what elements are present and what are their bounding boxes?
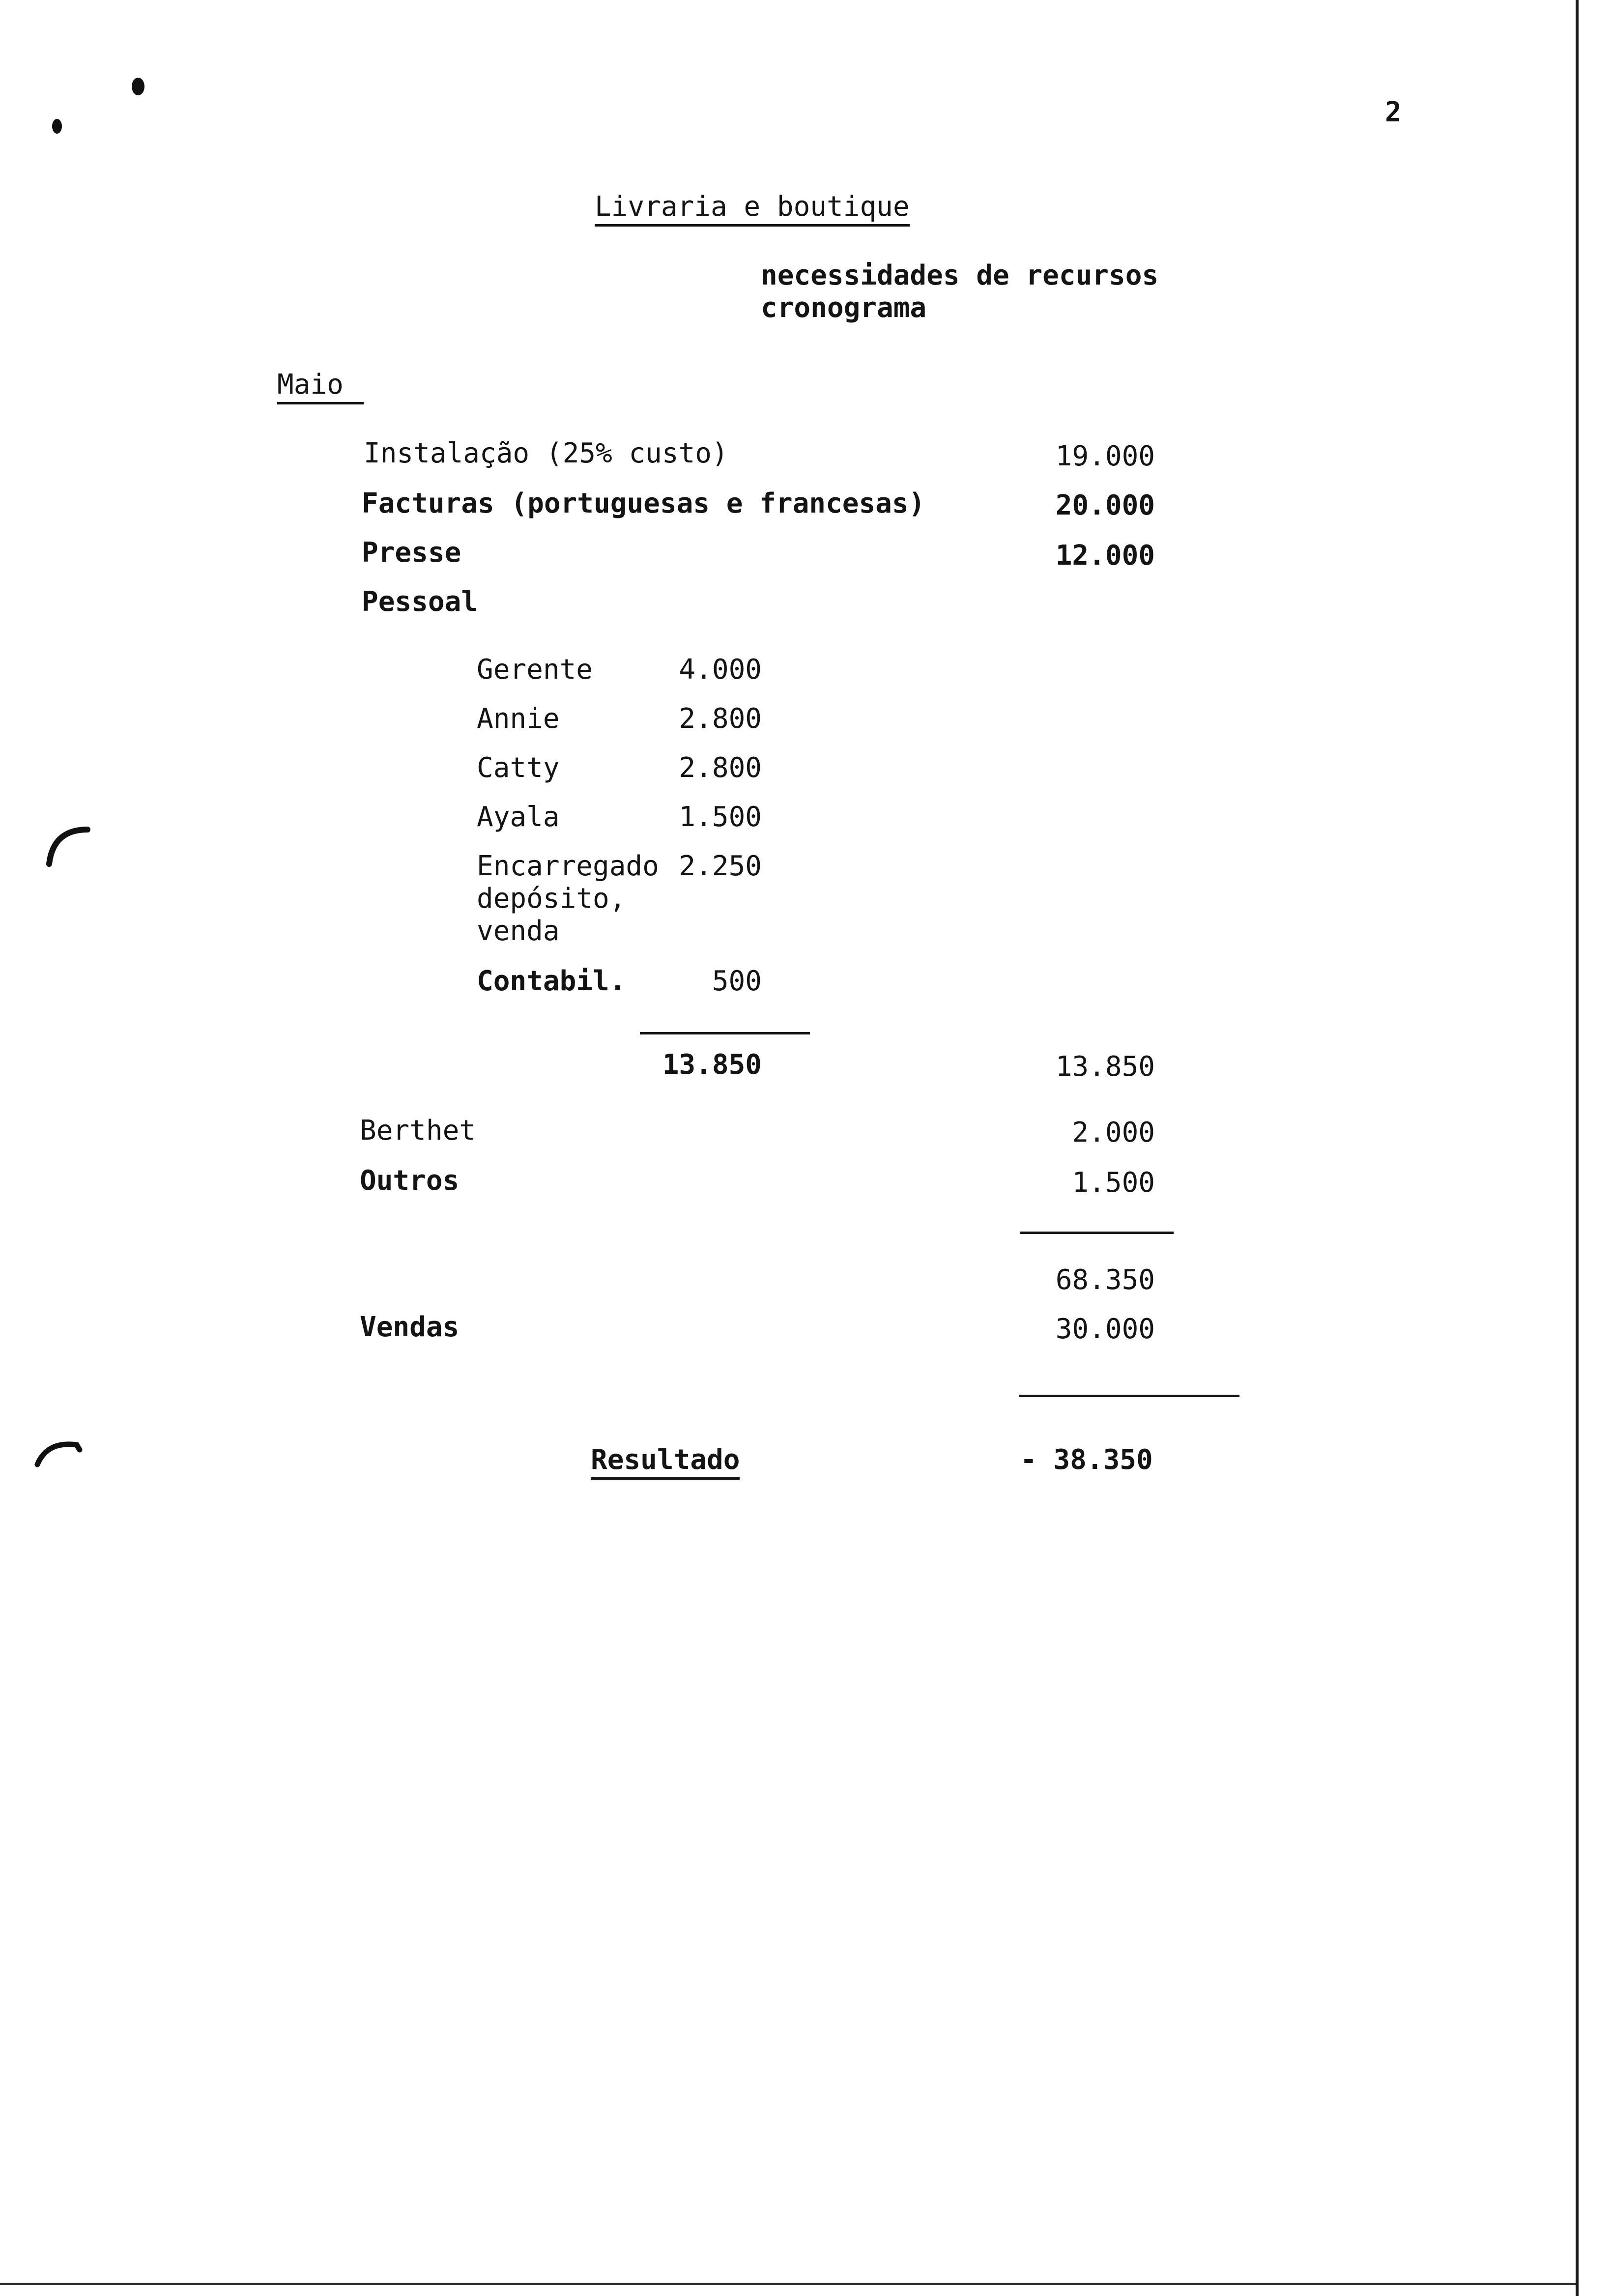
- subtitle-line-2: cronograma: [761, 292, 927, 324]
- personnel-value: 1.500: [679, 801, 762, 833]
- punch-hole-mark: [32, 1435, 86, 1489]
- result-rule: [1019, 1395, 1239, 1397]
- item-label: Berthet: [360, 1115, 476, 1147]
- document-title: Livraria e boutique: [595, 191, 910, 227]
- subtotal-rule: [640, 1032, 810, 1034]
- personnel-note: venda: [477, 915, 560, 947]
- item-label: Presse: [362, 537, 461, 569]
- item-value: 12.000: [1055, 540, 1155, 572]
- result-label: Resultado: [591, 1444, 740, 1480]
- personnel-value: 2.800: [679, 703, 762, 735]
- personnel-value: 4.000: [679, 654, 762, 686]
- personnel-name: Annie: [477, 703, 560, 735]
- personnel-name: Contabil.: [477, 965, 626, 997]
- sales-label: Vendas: [360, 1311, 460, 1343]
- subtitle-line-1: necessidades de recursos: [761, 259, 1159, 291]
- scan-bottom-edge: [0, 2283, 1576, 2285]
- item-value: 1.500: [1072, 1167, 1155, 1199]
- page-number: 2: [1385, 96, 1402, 128]
- personnel-name: Gerente: [477, 654, 593, 686]
- item-value: 20.000: [1055, 489, 1155, 521]
- sales-value: 30.000: [1055, 1313, 1155, 1345]
- personnel-total: 13.850: [1055, 1051, 1155, 1083]
- item-label: Facturas (portuguesas e francesas): [362, 488, 925, 519]
- month-heading: Maio: [277, 369, 364, 404]
- scan-speck: [132, 78, 144, 95]
- costs-total: 68.350: [1055, 1264, 1155, 1296]
- total-rule: [1020, 1232, 1174, 1234]
- personnel-value: 2.250: [679, 850, 762, 882]
- personnel-subtotal: 13.850: [662, 1049, 762, 1081]
- item-label: Instalação (25% custo): [364, 437, 728, 469]
- scan-right-edge: [1576, 0, 1579, 2296]
- personnel-name: Catty: [477, 752, 560, 784]
- personnel-name: Ayala: [477, 801, 560, 833]
- personnel-name: Encarregado: [477, 850, 659, 882]
- item-value: 19.000: [1055, 440, 1155, 472]
- item-value: 2.000: [1072, 1117, 1155, 1148]
- personnel-value: 500: [712, 965, 762, 997]
- personnel-note: depósito,: [477, 883, 626, 915]
- item-label: Outros: [360, 1165, 460, 1197]
- personnel-heading: Pessoal: [362, 586, 478, 618]
- result-value: - 38.350: [1020, 1444, 1153, 1476]
- punch-hole-mark: [43, 815, 97, 869]
- scan-speck: [52, 119, 62, 134]
- personnel-value: 2.800: [679, 752, 762, 784]
